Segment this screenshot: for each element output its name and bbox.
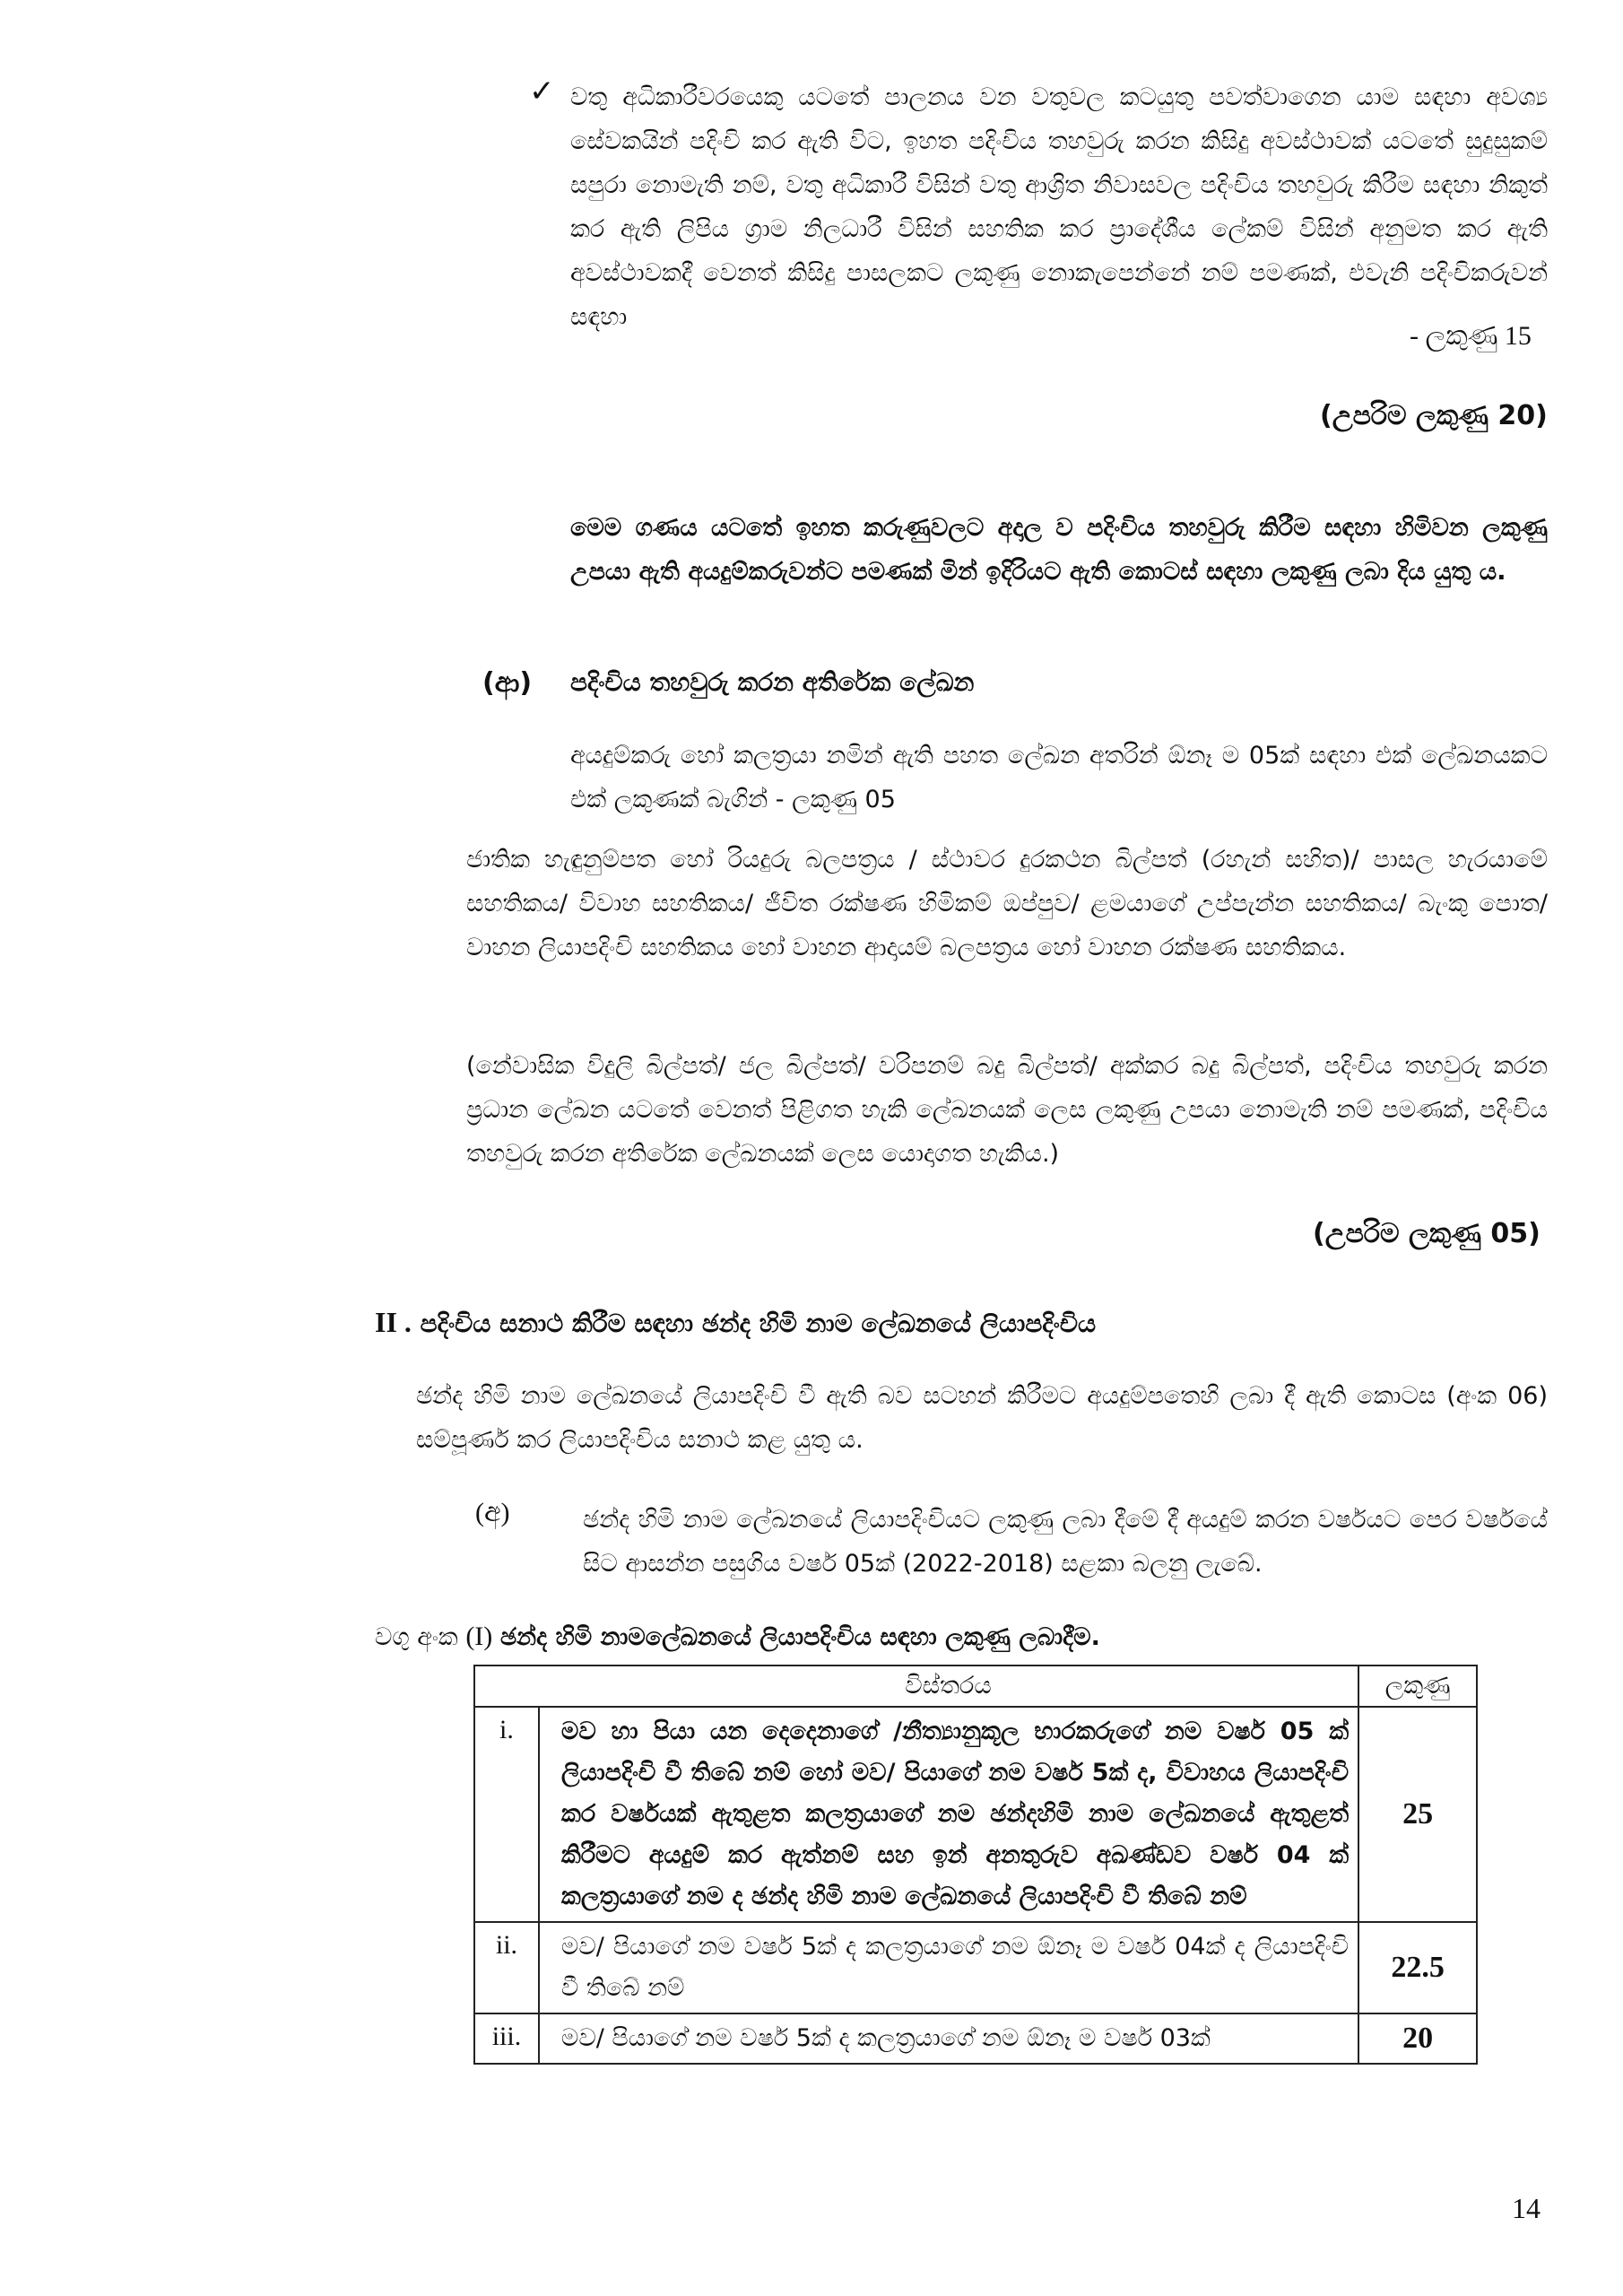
score-label-15: - ලකුණු 15 — [1410, 321, 1532, 351]
checkmark-icon: ✓ — [529, 74, 555, 109]
sub-a-marker: (අ) — [475, 1498, 510, 1527]
section-ii-heading — [375, 1306, 1096, 1339]
section-aa-heading: පදිංචිය තහවුරු කරන අතිරේක ලේඛන — [570, 667, 975, 697]
scores-table — [473, 1665, 1478, 2065]
table-caption-prefix: වගු අංක — [375, 1623, 458, 1651]
max-score-20: (උපරිම ලකුණු 20) — [1320, 400, 1548, 431]
section-aa-marker: (ආ) — [482, 667, 533, 699]
max-score-05: (උපරිම ලකුණු 05) — [1313, 1218, 1541, 1249]
bold-note: මෙම ගණය යටතේ ඉහත කරුණුවලට අදාල ව පදිංචිය තහවුරු කිරීම සඳහා හිමිවන ලකුණු උපයා ඇති අයදුම්කරුවන්ට පමණක් මින් ඉදිරියට ඇති කොටස් සඳහා ලකුණු ලබා දිය යුතු ය. — [570, 514, 1548, 586]
section-ii-title: පදිංචිය සනාථ කිරීම සඳහා ඡන්ද හිමි නාම ලේඛනයේ ලියාපදිංචිය — [420, 1309, 1097, 1338]
row-number: ii. — [474, 1922, 539, 2013]
table-header-score: ලකුණු — [1358, 1665, 1477, 1707]
section-aa-para1: අයදුම්කරු හෝ කලත්‍රයා නමින් ඇති පහත ලේඛන අතරින් ඕනෑ ම 05ක් සඳහා එක් ලේඛනයකට එක් ලකුණක් බැගින් - ලකුණු 05 — [570, 742, 1548, 813]
row-description: මව/ පියාගේ නම වර්ෂ 5ක් ද කලත්‍රයාගේ නම ඕනෑ ම වර්ෂ 03ක් — [539, 2013, 1358, 2064]
row-number: iii. — [474, 2013, 539, 2064]
table-header-num — [474, 1665, 539, 1707]
table-header-desc: විස්තරය — [539, 1665, 1358, 1707]
row-number: i. — [474, 1707, 539, 1922]
row-score: 22.5 — [1358, 1922, 1477, 2013]
row-description: මව/ පියාගේ නම වර්ෂ 5ක් ද කලත්‍රයාගේ නම ඕනෑ ම වර්ෂ 04ක් ද ලියාපදිංචි වී තිබේ නම් — [539, 1922, 1358, 2013]
row-score: 25 — [1358, 1707, 1477, 1922]
table-caption — [375, 1622, 1100, 1652]
section-aa-document-list: ජාතික හැඳුනුම්පත හෝ රියදුරු බලපත්‍රය / ස්ථාවර දුරකථන බිල්පත් (රහැන් සහිත)/ පාසල හැරයාමේ සහතිකය/ විවාහ සහතිකය/ ජීවිත රක්ෂණ හිමිකම් ඔප්පුව/ ළමයාගේ උප්පැන්න සහතිකය/ බැංකු පොත/ වාහන ලියාපදිංචි සහතිකය හෝ වාහන ආදායම් බලපත්‍රය හෝ වාහන රක්ෂණ සහතිකය. — [466, 846, 1548, 961]
table-header-row — [474, 1665, 1477, 1707]
table-row — [474, 1707, 1477, 1922]
row-score: 20 — [1358, 2013, 1477, 2064]
table-row — [474, 2013, 1477, 2064]
sub-a-paragraph: ඡන්ද හිමි නාම ලේඛනයේ ලියාපදිංචියට ලකුණු ලබා දීමේ දී අයදුම් කරන වර්ෂයට පෙර වර්ෂයේ සිට ආසන්න පසුගිය වර්ෂ 05ක් (2022-2018) සළකා බලනු ලැබේ. — [583, 1506, 1548, 1578]
table-caption-number: (I) — [465, 1622, 493, 1651]
page-number: 14 — [1512, 2192, 1541, 2224]
section-ii-roman: II . — [375, 1306, 412, 1338]
row-description: මව හා පියා යන දෙදෙනාගේ /නීත්‍යානුකූල භාරකරුගේ නම වර්ෂ 05 ක් ලියාපදිංචි වී තිබේ නම් හෝ මව/ පියාගේ නම වර්ෂ 5ක් ද, විවාහය ලියාපදිංචි කර වර්ෂයක් ඇතුළත කලත්‍රයාගේ නම ඡන්දහිමි නාම ලේඛනයේ ඇතුළත් කිරීමට අයදුම් කර ඇත්නම් සහ ඉන් අනතුරුව අඛණ්ඩව වර්ෂ 04 ක් කලත්‍රයාගේ නම ද ඡන්ද හිමි නාම ලේඛනයේ ලියාපදිංචි වී තිබේ නම් — [539, 1707, 1358, 1922]
table-row — [474, 1922, 1477, 2013]
eligibility-paragraph: වතු අධිකාරීවරයෙකු යටතේ පාලනය වන වතුවල කටයුතු පවත්වාගෙන යාම සඳහා අවශ්‍ය සේවකයින් පදිංචි කර ඇති විට, ඉහත පදිංචිය තහවුරු කරන කිසිදු අවස්ථාවක් යටතේ සුදුසුකම් සපුරා නොමැති නම්, වතු අධිකාරී විසින් වතු ආශ්‍රිත නිවාසවල පදිංචිය තහවුරු කිරීම සඳහා නිකුත් කර ඇති ලිපිය ග්‍රාම නිලධාරී විසින් සහතික කර ප්‍රාදේශීය ලේකම් විසින් අනුමත කර ඇති අවස්ථාවකදී වෙනත් කිසිදු පාසලකට ලකුණු නොකැපෙන්නේ නම් පමණක්, එවැනි පදිංචිකරුවන් සඳහා — [570, 83, 1548, 331]
section-ii-paragraph: ඡන්ද හිමි නාම ලේඛනයේ ලියාපදිංචි වී ඇති බව සටහන් කිරීමට අයදුම්පතෙහි ලබා දී ඇති කොටස (අංක 06) සම්පූර්ණ කර ලියාපදිංචිය සනාථ කළ යුතු ය. — [416, 1382, 1548, 1454]
section-aa-bills-note: (නේවාසික විදුලි බිල්පත්/ ජල බිල්පත්/ වරිපනම් බදු බිල්පත්/ අක්කර බදු බිල්පත්, පදිංචිය තහවුරු කරන ප්‍රධාන ලේඛන යටතේ වෙනත් පිළිගත හැකි ලේඛනයක් ලෙස ලකුණු උපයා නොමැති නම් පමණක්, පදිංචිය තහවුරු කරන අතිරේක ලේඛනයක් ලෙස යොදාගත හැකිය.) — [466, 1052, 1548, 1168]
table-caption-title: ඡන්ද හිමි නාමලේඛනයේ ලියාපදිංචිය සඳහා ලකුණු ලබාදීම. — [499, 1623, 1100, 1651]
